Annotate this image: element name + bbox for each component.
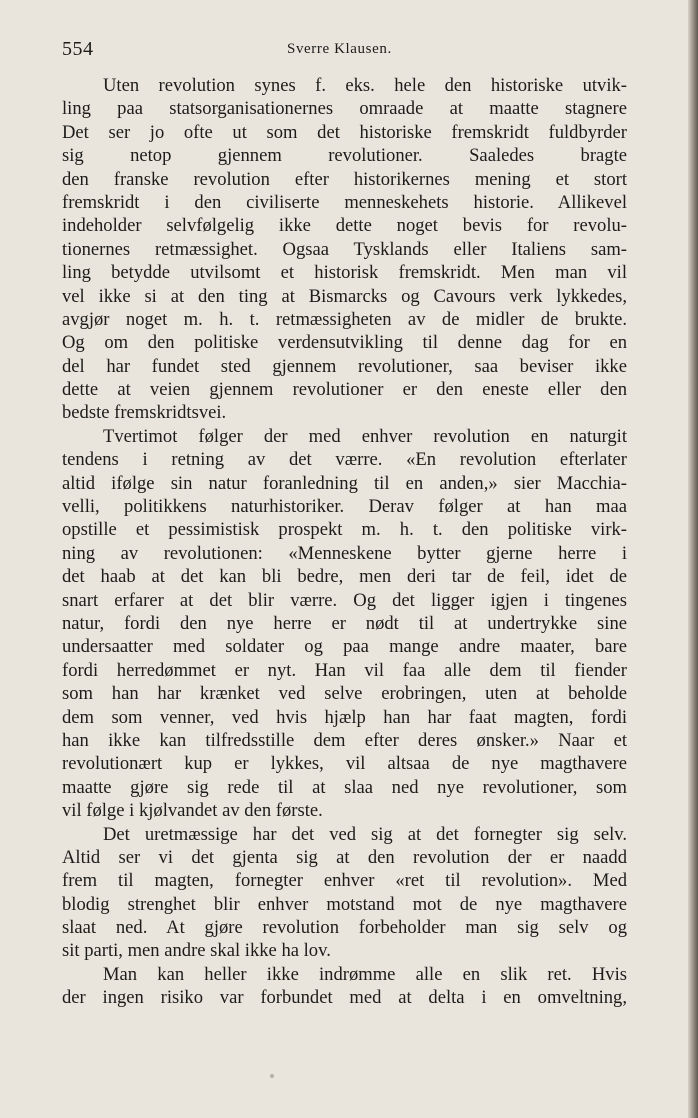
text-line: ning av revolutionen: «Menneskene bytter gjerne herre i: [62, 542, 627, 564]
text-line: fordi herredømmet er nyt. Han vil faa alle dem til fiender: [62, 659, 627, 681]
text-line: fremskridt i den civiliserte menneskehets historie. Allikevel: [62, 191, 627, 213]
text-line: blodig strenghet blir enhver motstand mot de nye magthavere: [62, 893, 627, 915]
text-line: sit parti, men andre skal ikke ha lov.: [62, 940, 331, 962]
text-line: Det uretmæssige har det ved sig at det fornegter sig selv.: [103, 823, 627, 845]
text-line: der ingen risiko var forbundet med at delta i en omveltning,: [62, 987, 627, 1009]
text-line: frem til magten, fornegter enhver «ret til revolution». Med: [62, 870, 627, 892]
text-line: tendens i retning av det værre. «En revolution efterlater: [62, 449, 627, 471]
body-text: [62, 74, 627, 1010]
page-header: [62, 38, 627, 66]
text-line: bedste fremskridtsvei.: [62, 402, 227, 424]
text-line: den franske revolution efter historikernes mening et stort: [62, 168, 627, 190]
page-edge: [688, 0, 698, 1118]
text-line: revolutionært kup er lykkes, vil altsaa de nye magthavere: [62, 753, 627, 775]
page-number: 554: [62, 38, 94, 60]
text-line: Det ser jo ofte ut som det historiske fremskridt fuldbyrder: [62, 121, 627, 143]
text-line: vil følge i kjølvandet av den første.: [62, 800, 323, 822]
text-line: del har fundet sted gjennem revolutioner, saa beviser ikke: [62, 355, 627, 377]
text-line: slaat ned. At gjøre revolution forbeholder man sig selv og: [62, 917, 627, 939]
text-line: det haab at det kan bli bedre, men deri tar de feil, idet de: [62, 566, 627, 588]
text-line: Uten revolution synes f. eks. hele den historiske utvik-: [103, 75, 627, 96]
text-line: Altid ser vi det gjenta sig at den revolution der er naadd: [62, 846, 627, 868]
text-line: snart erfarer at det blir værre. Og det ligger igjen i tingenes: [62, 589, 627, 611]
text-line: dem som venner, ved hvis hjælp han har faat magten, fordi: [62, 706, 627, 728]
text-line: maatte gjøre sig rede til at slaa ned nye revolutioner, som: [62, 776, 627, 798]
running-title: Sverre Klausen.: [287, 41, 392, 57]
text-line: ling betydde utvilsomt et historisk fremskridt. Men man vil: [62, 262, 627, 284]
page-mark-dot: [270, 1074, 274, 1078]
text-line: Og om den politiske verdensutvikling til denne dag for en: [62, 332, 627, 354]
text-line: Man kan heller ikke indrømme alle en slik ret. Hvis: [103, 963, 627, 985]
text-line: velli, politikkens naturhistoriker. Derav følger at han maa: [62, 496, 627, 518]
text-line: han ikke kan tilfredsstille dem efter deres ønsker.» Naar et: [62, 729, 627, 751]
text-line: vel ikke si at den ting at Bismarcks og Cavours verk lykkedes,: [62, 285, 627, 307]
text-line: dette at veien gjennem revolutioner er den eneste eller den: [62, 379, 627, 401]
text-line: avgjør noget m. h. t. retmæssigheten av de midler de brukte.: [62, 308, 627, 330]
text-line: indeholder selvfølgelig ikke dette noget bevis for revolu-: [62, 215, 627, 237]
text-line: undersaatter med soldater og paa mange andre maater, bare: [62, 636, 627, 658]
text-line: opstille et pessimistisk prospekt m. h. t. den politiske virk-: [62, 519, 627, 541]
text-line: som han har krænket ved selve erobringen, uten at beholde: [62, 683, 627, 705]
text-line: natur, fordi den nye herre er nødt til at undertrykke sine: [62, 612, 627, 634]
text-line: Tvertimot følger der med enhver revolution en naturgit: [103, 425, 627, 447]
text-line: sig netop gjennem revolutioner. Saaledes bragte: [62, 145, 627, 167]
text-line: ling paa statsorganisationernes omraade at maatte stagnere: [62, 98, 627, 120]
text-line: altid ifølge sin natur foranledning til en anden,» sier Macchia-: [62, 472, 627, 494]
text-line: tionernes retmæssighet. Ogsaa Tysklands eller Italiens sam-: [62, 238, 627, 260]
